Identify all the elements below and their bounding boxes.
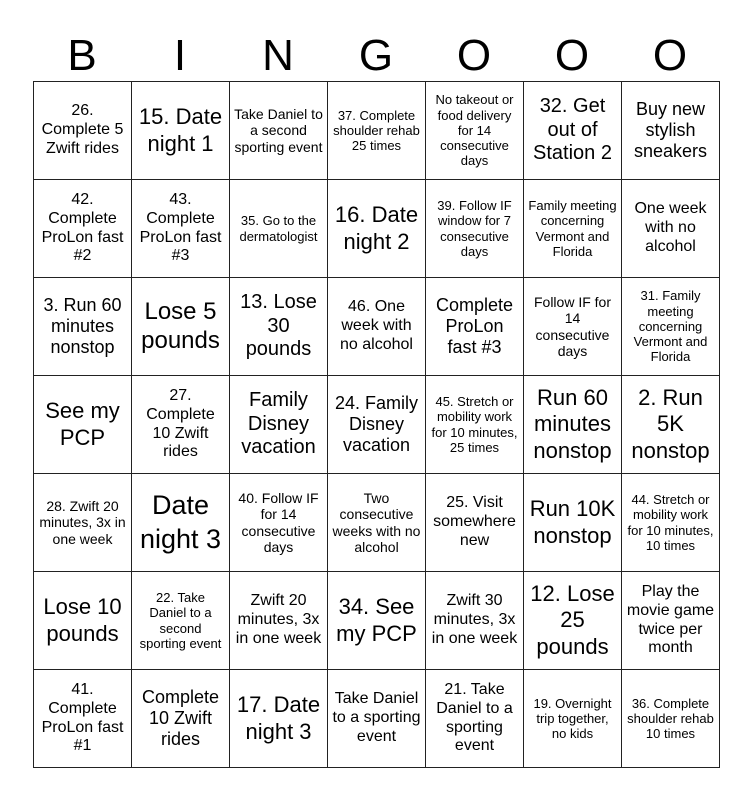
bingo-cell: 27. Complete 10 Zwift rides [132,376,230,474]
bingo-cell: One week with no alcohol [622,180,720,278]
bingo-cell: 32. Get out of Station 2 [524,82,622,180]
bingo-cell: Family Disney vacation [230,376,328,474]
bingo-cell: Lose 5 pounds [132,278,230,376]
bingo-cell: Run 10K nonstop [524,474,622,572]
header-letter: O [554,31,590,80]
bingo-cell: 28. Zwift 20 minutes, 3x in one week [34,474,132,572]
header-letter: O [456,31,492,80]
bingo-cell: Follow IF for 14 consecutive days [524,278,622,376]
header-letter: O [652,31,688,80]
bingo-cell: Two consecutive weeks with no alcohol [328,474,426,572]
bingo-cell: Zwift 30 minutes, 3x in one week [426,572,524,670]
bingo-cell: 16. Date night 2 [328,180,426,278]
header-letter: N [262,31,294,80]
bingo-cell: Run 60 minutes nonstop [524,376,622,474]
header-letter: G [358,31,394,80]
bingo-cell: 17. Date night 3 [230,670,328,768]
bingo-cell: Take Daniel to a second sporting event [230,82,328,180]
bingo-cell: Zwift 20 minutes, 3x in one week [230,572,328,670]
bingo-header [33,30,719,82]
bingo-cell: 12. Lose 25 pounds [524,572,622,670]
bingo-cell: 15. Date night 1 [132,82,230,180]
bingo-cell: No takeout or food delivery for 14 consecutive days [426,82,524,180]
bingo-cell: 22. Take Daniel to a second sporting event [132,572,230,670]
bingo-cell: 13. Lose 30 pounds [230,278,328,376]
bingo-cell: 46. One week with no alcohol [328,278,426,376]
bingo-cell: Buy new stylish sneakers [622,82,720,180]
bingo-cell: 3. Run 60 minutes nonstop [34,278,132,376]
bingo-cell: 39. Follow IF window for 7 consecutive days [426,180,524,278]
bingo-cell: 34. See my PCP [328,572,426,670]
bingo-board [33,81,720,768]
bingo-cell: 24. Family Disney vacation [328,376,426,474]
bingo-cell: Complete 10 Zwift rides [132,670,230,768]
bingo-cell: 40. Follow IF for 14 consecutive days [230,474,328,572]
bingo-cell: 35. Go to the dermatologist [230,180,328,278]
bingo-cell: 2. Run 5K nonstop [622,376,720,474]
bingo-cell: 41. Complete ProLon fast #1 [34,670,132,768]
bingo-cell: See my PCP [34,376,132,474]
bingo-cell: 44. Stretch or mobility work for 10 minutes, 10 times [622,474,720,572]
bingo-cell: 43. Complete ProLon fast #3 [132,180,230,278]
bingo-cell: 26. Complete 5 Zwift rides [34,82,132,180]
bingo-cell: 19. Overnight trip together, no kids [524,670,622,768]
bingo-cell: 45. Stretch or mobility work for 10 minutes, 25 times [426,376,524,474]
bingo-cell: 36. Complete shoulder rehab 10 times [622,670,720,768]
header-letter: B [67,31,97,80]
bingo-cell: Date night 3 [132,474,230,572]
bingo-cell: Complete ProLon fast #3 [426,278,524,376]
bingo-cell: Lose 10 pounds [34,572,132,670]
bingo-cell: Take Daniel to a sporting event [328,670,426,768]
bingo-cell: Play the movie game twice per month [622,572,720,670]
bingo-cell: 31. Family meeting concerning Vermont and Florida [622,278,720,376]
bingo-cell: 25. Visit somewhere new [426,474,524,572]
bingo-cell: 42. Complete ProLon fast #2 [34,180,132,278]
bingo-cell: 37. Complete shoulder rehab 25 times [328,82,426,180]
header-letter: I [173,31,187,80]
bingo-cell: Family meeting concerning Vermont and Florida [524,180,622,278]
bingo-cell: 21. Take Daniel to a sporting event [426,670,524,768]
